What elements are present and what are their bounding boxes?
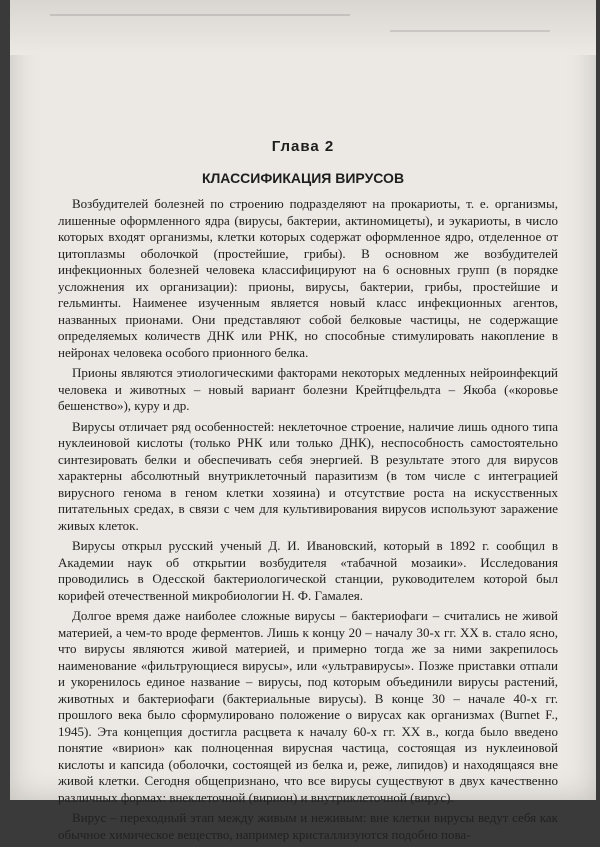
chapter-heading: Глава 2 <box>271 138 335 155</box>
chapter-title: КЛАССИФИКАЦИЯ ВИРУСОВ <box>201 170 405 186</box>
body-text <box>58 196 558 847</box>
book-page <box>10 0 596 842</box>
show-through-line <box>50 14 350 16</box>
paragraph: Возбудителей болезней по строению подразделяют на прокариоты, т. е. организмы, лишенные оформленного ядра (вирусы, бактерии, актиномицеты), и эукариоты, в число которых входят организмы, клетки которых содержат оформленное ядро, отделенное от цитоплазмы оболочкой (простейшие, грибы). В основном же возбудителей инфекционных болезней человека классифицируют на 6 основных групп (в порядке усложнения их организации): прионы, вирусы, бактерии, грибы, простейшие и гельминты. Наименее изученным является новый класс инфекционных агентов, названных прионами. Они представляют собой белковые частицы, не содержащие определяемых количеств ДНК или РНК, но способные стимулировать накопление в нейронах человека особого прионного белка. <box>58 196 558 360</box>
paragraph: Вирусы открыл русский ученый Д. И. Ивановский, который в 1892 г. сообщил в Академии наук об открытии возбудителя «табачной мозаики». Исследования проводились в Одесской бактериологической станции, руководителем которой был корифей отечественной микробиологии Н. Ф. Гамалея. <box>58 538 558 603</box>
paragraph: Прионы являются этиологическими факторами некоторых медленных нейроинфекций человека и животных – новый вариант болезни Крейтцфельдта – Якоба («коровье бешенство»), куру и др. <box>58 365 558 413</box>
paragraph: Вирус – переходный этап между живым и неживым: вне клетки вирусы ведут себя как обычное химическое вещество, например кристаллизуются подобно пова- <box>58 810 558 842</box>
paragraph: Вирусы отличает ряд особенностей: неклеточное строение, наличие лишь одного типа нуклеиновой кислоты (только РНК или только ДНК), неспособность самостоятельно синтезировать белки и обеспечивать себя энергией. В результате этого для вирусов характерны абсолютный внутриклеточный паразитизм (в том числе с интеграцией вирусного генома в геном клетки хозяина) и отсутствие роста на искусственных питательных средах, в связи с чем для культивирования вирусов используют заражение живых клеток. <box>58 418 558 533</box>
paragraph: Долгое время даже наиболее сложные вирусы – бактериофаги – считались не живой материей, а чем-то вроде ферментов. Лишь к концу 20 – началу 30-х гг. XX в. стало ясно, что вирусы являются живой материей, и примерно тогда же за ними закрепилось наименование «фильтрующиеся вирусы», или «ультравирусы». Позже приставки отпали и укоренилось единое название – вирусы, под которым объединили вирусы растений, животных и бактериофаги (бактериальные вирусы). В конце 30 – начале 40-х гг. прошлого века было сформулировано положение о вирусах как организмах (Burnet F., 1945). Эта концепция достигла расцвета к началу 60-х гг. XX в., когда было введено понятие «вирион» как полноценная вирусная частица, состоящая из нуклеиновой кислоты и капсида (оболочки, состоящей из белка и, реже, липидов) и находящаяся вне живой клетки. Сегодня общепризнано, что все вирусы существуют в двух качественно различных формах: внеклеточной (вирион) и внутриклеточной (вирус). <box>58 608 559 805</box>
show-through-strip <box>10 0 596 55</box>
show-through-line <box>390 30 550 32</box>
